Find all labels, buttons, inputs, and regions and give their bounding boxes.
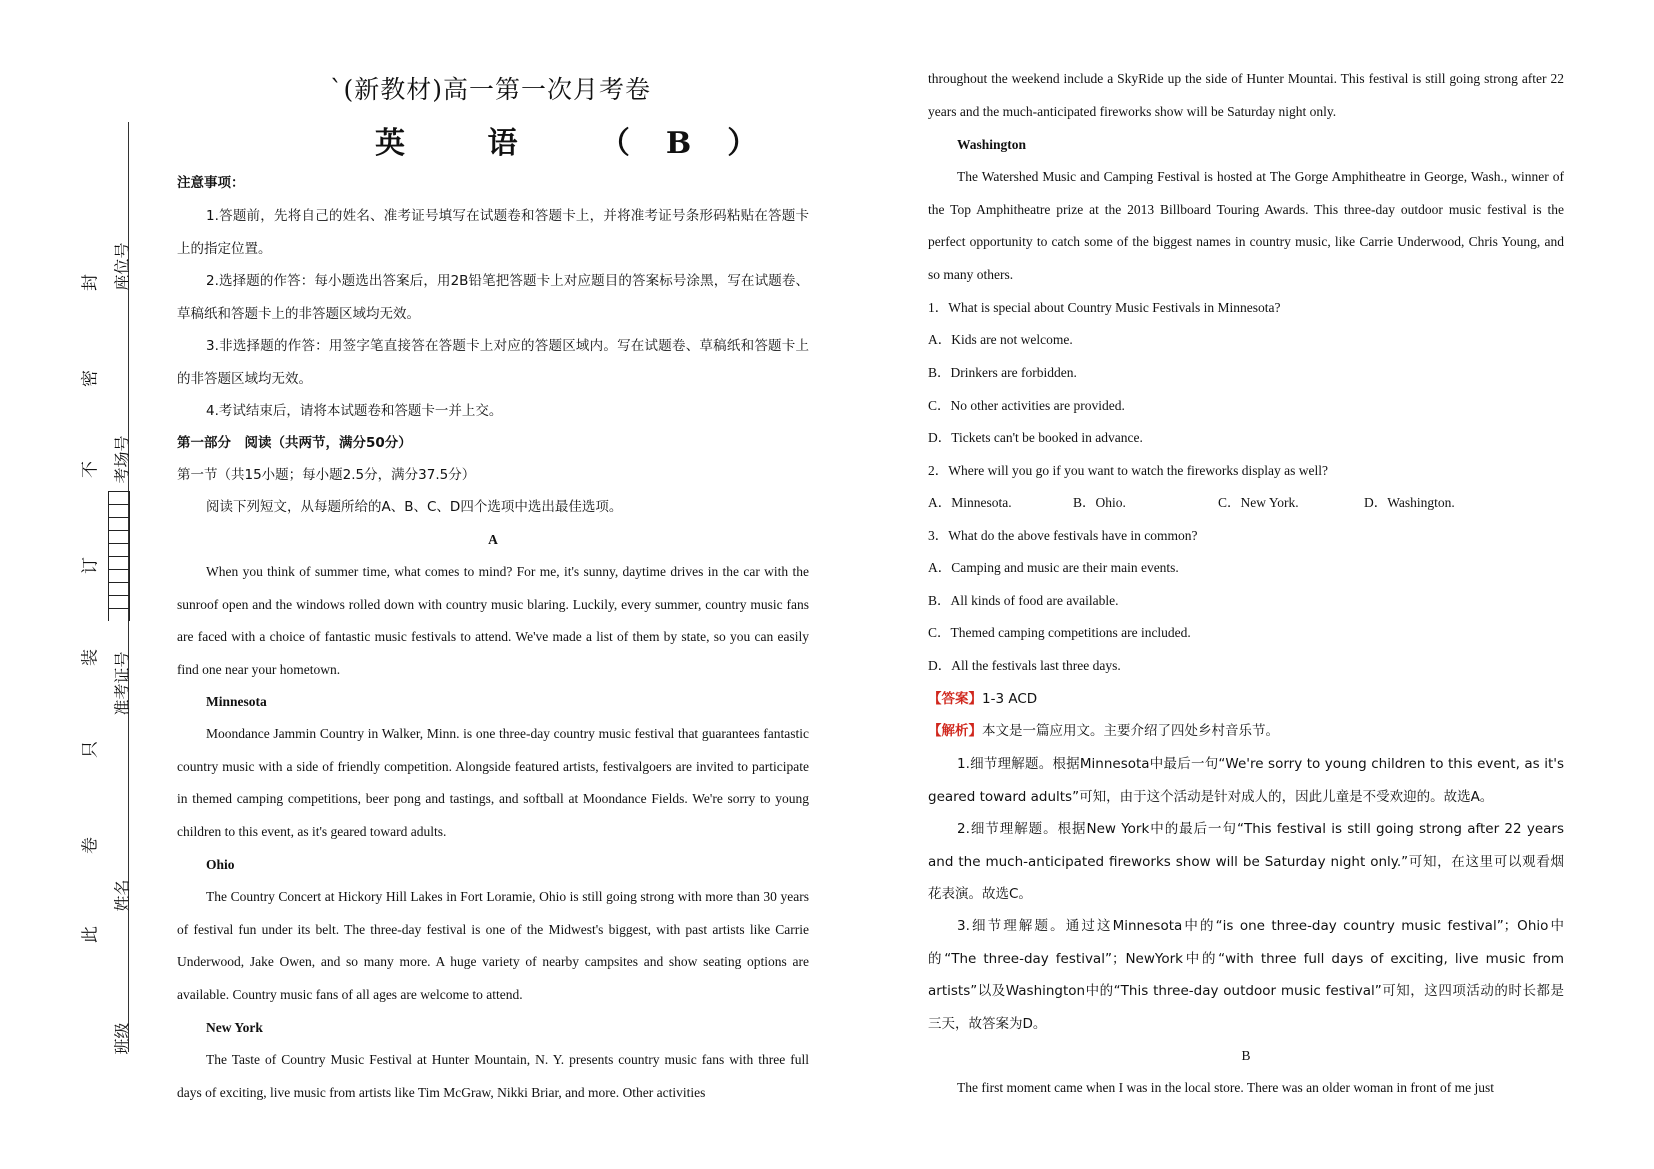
notes-heading: 注意事项： [177, 175, 245, 191]
question-stem: 2．Where will you go if you want to watch the fireworks display as well? [928, 463, 1329, 478]
passage-b-first-line: The first moment came when I was in the local store. There was an older woman in front of me just [957, 1080, 1494, 1095]
question-option: D．Tickets can't be booked in advance. [928, 430, 1143, 445]
question-option: A．Camping and music are their main events. [928, 560, 1179, 575]
side-char: 密 [80, 370, 101, 387]
exam-room-label: 考场号 [112, 435, 132, 484]
admission-number-grid [108, 491, 130, 621]
newyork-text: The Taste of Country Music Festival at Hunter Mountain, N. Y. presents country music fans with three full days of exciting, live music from artists like Tim McGraw, Nikki Briar, and more. Other activities [177, 1052, 809, 1100]
question-option: B．Drinkers are forbidden. [928, 365, 1077, 380]
side-char: 只 [80, 741, 101, 758]
analysis-item: 2.细节理解题。根据New York中的最后一句“This festival is still going strong after 22 years and the much-anticipated fireworks show will be Saturday night only.”可知，在这里可以观看烟花表演。故选C。 [928, 821, 1564, 902]
answer-tag: 【答案】 [928, 691, 982, 707]
newyork-heading: New York [206, 1020, 263, 1035]
exam-title: `(新教材)高一第一次月考卷 [330, 75, 652, 104]
ohio-heading: Ohio [206, 857, 235, 872]
reading-instruction: 阅读下列短文，从每题所给的A、B、C、D四个选项中选出最佳选项。 [206, 499, 623, 515]
passage-b-label: B [1241, 1048, 1251, 1063]
question-stem: 3．What do the above festivals have in common? [928, 528, 1198, 543]
note-item: 4.考试结束后，请将本试题卷和答题卡一并上交。 [206, 403, 503, 419]
note-item: 1.答题前，先将自己的姓名、准考证号填写在试题卷和答题卡上，并将准考证号条形码粘贴在答题卡上的指定位置。 [177, 208, 809, 257]
subject-title: 英 语 （B） [375, 126, 794, 161]
question-option: C．Themed camping competitions are included. [928, 625, 1191, 640]
analysis-item: 1.细节理解题。根据Minnesota中最后一句“We're sorry to young children to this event, as it's geared toward adults”可知，由于这个活动是针对成人的，因此儿童是不受欢迎的。故选A。 [928, 756, 1564, 805]
minnesota-heading: Minnesota [206, 694, 267, 709]
question-option: B．All kinds of food are available. [928, 593, 1119, 608]
passage-a-label: A [488, 532, 498, 547]
seat-number-label: 座位号 [112, 242, 132, 291]
analysis-item: 3.细节理解题。通过这Minnesota中的“is one three-day country music festival”；Ohio中的“The three-day festival”；NewYork中的“with three full days of exciting, live music from artists”以及Washington中的“This three-day outdoor music festival”可知，这四项活动的时长都是三天，故答案为D。 [928, 918, 1564, 1032]
part1-heading: 第一部分 阅读（共两节，满分50分） [177, 435, 412, 451]
section-heading: 第一节（共15小题；每小题2.5分，满分37.5分） [177, 467, 476, 483]
passage-a-intro: When you think of summer time, what comes to mind? For me, it's sunny, daytime drives in the car with the sunroof open and the windows rolled down with country music blaring. Luckily, every summer, country music fans are faced with a choice of fantastic music festivals to attend. We've made a list of them by state, so you can easily find one near your hometown. [177, 564, 809, 677]
note-item: 2.选择题的作答：每小题选出答案后，用2B铅笔把答题卡上对应题目的答案标号涂黑，写在试题卷、草稿纸和答题卡上的非答题区域均无效。 [177, 273, 809, 322]
admission-number-label: 准考证号 [112, 651, 132, 716]
question-option: D．Washington. [1364, 495, 1455, 510]
newyork-text-continued: throughout the weekend include a SkyRide up the side of Hunter Mountai. This festival is still going strong after 22 years and the much-anticipated fireworks show will be Saturday night only. [928, 71, 1564, 119]
side-char: 此 [80, 926, 101, 943]
class-label: 班级 [112, 1022, 132, 1055]
question-option: C．No other activities are provided. [928, 398, 1125, 413]
question-option: A．Minnesota. [928, 495, 1012, 510]
washington-text: The Watershed Music and Camping Festival is hosted at The Gorge Amphitheatre in George, Wash., winner of the Top Amphitheatre prize at the 2013 Billboard Touring Awards. This three-day outdoor music festival is the perfect opportunity to catch some of the biggest names in country music, like Carrie Underwood, Chris Young, and so many others. [928, 169, 1564, 282]
analysis-line [928, 715, 1564, 748]
ohio-text: The Country Concert at Hickory Hill Lakes in Fort Loramie, Ohio is still going strong with more than 30 years of festival fun under its belt. The three-day festival is one of the Midwest's biggest, with past artists like Carrie Underwood, Jake Owen, and so many more. A huge variety of nearby campsites and show seating options are available. Country music fans of all ages are welcome to attend. [177, 889, 809, 1002]
name-label: 姓名 [112, 879, 132, 912]
side-char: 订 [80, 557, 101, 574]
answer-text: 1-3 ACD [982, 691, 1038, 707]
question-option: C．New York. [1218, 495, 1299, 510]
question-stem: 1．What is special about Country Music Festivals in Minnesota? [928, 300, 1281, 315]
question-option: D．All the festivals last three days. [928, 658, 1121, 673]
side-char: 封 [80, 274, 101, 291]
answer-line [928, 683, 1564, 716]
washington-heading: Washington [957, 137, 1027, 152]
analysis-tag: 【解析】 [928, 723, 982, 739]
note-item: 3.非选择题的作答：用签字笔直接答在答题卡上对应的答题区域内。写在试题卷、草稿纸和答题卡上的非答题区域均无效。 [177, 338, 809, 387]
question-option: B．Ohio. [1073, 495, 1126, 510]
minnesota-text: Moondance Jammin Country in Walker, Minn. is one three-day country music festival that guarantees fantastic country music with a side of friendly competition. Alongside featured artists, festivalgoers are invited to participate in themed camping competitions, beer pong and tastings, and softball at Moondance Fields. We're sorry to young children to this event, as it's geared toward adults. [177, 726, 809, 839]
side-char: 装 [80, 649, 101, 666]
question-option: A．Kids are not welcome. [928, 332, 1073, 347]
analysis-text: 本文是一篇应用文。主要介绍了四处乡村音乐节。 [982, 723, 1279, 739]
side-char: 不 [80, 461, 101, 478]
side-char: 卷 [80, 837, 101, 854]
